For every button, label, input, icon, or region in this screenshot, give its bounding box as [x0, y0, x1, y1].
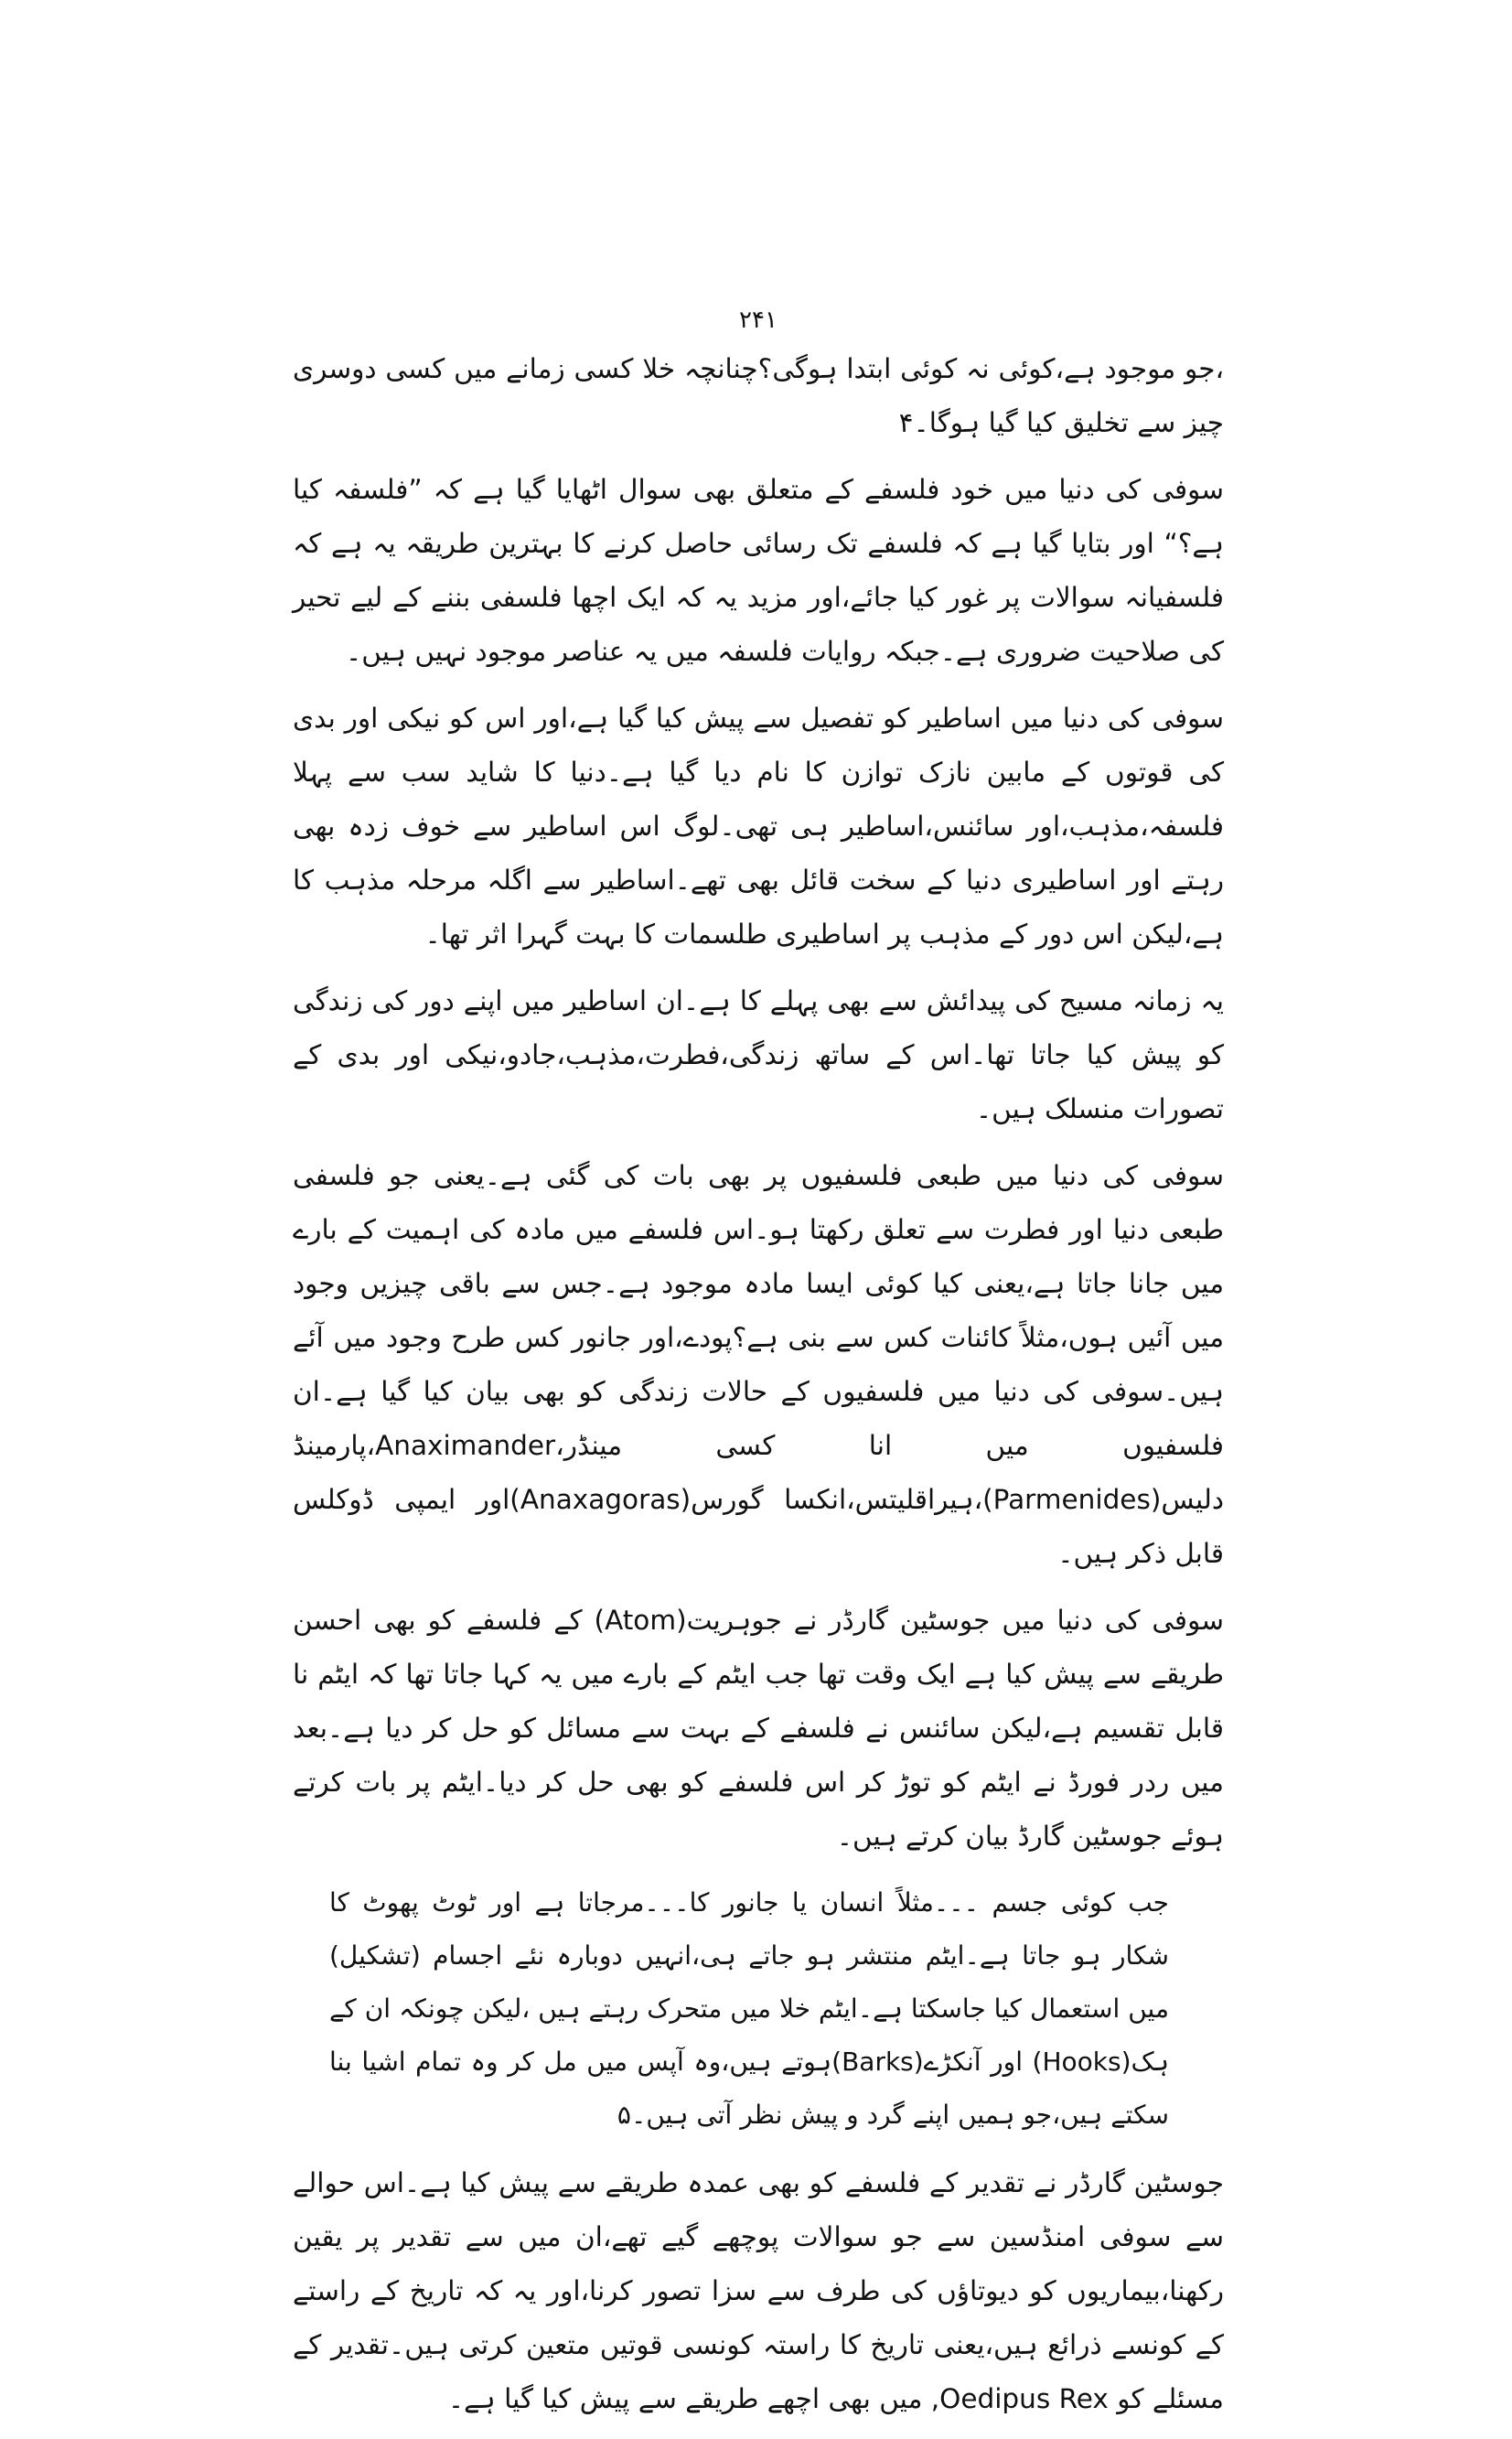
paragraph-6: سوفی کی دنیا میں جوسٹین گارڈر نے جوہریت(Atom) کے فلسفے کو بھی احسن طریقے سے پیش کیا ہے ایک وقت تھا جب ایٹم کے بارے میں یہ کہا جاتا تھا کہ ایٹم نا قابل تقسیم ہے،لیکن سائنس نے فلسفے کے بہت سے مسائل کو حل کر دیا ہے۔بعد میں ردر فورڈ نے ایٹم کو توڑ کر اس فلسفے کو بھی حل کر دیا۔ایٹم پر بات کرتے ہوئے جوسٹین گارڈ بیان کرتے ہیں۔: [293, 1605, 1224, 1852]
paragraph-2: سوفی کی دنیا میں خود فلسفے کے متعلق بھی سوال اٹھایا گیا ہے کہ ”فلسفہ کیا ہے؟“ اور بتایا گیا ہے کہ فلسفے تک رسائی حاصل کرنے کا بہترین طریقہ یہ ہے کہ فلسفیانہ سوالات پر غور کیا جائے،اور مزید یہ کہ ایک اچھا فلسفی بننے کے لیے تحیر کی صلاحیت ضروری ہے۔جبکہ روایات فلسفہ میں یہ عناصر موجود نہیں ہیں۔: [293, 474, 1224, 667]
paragraph-3: سوفی کی دنیا میں اساطیر کو تفصیل سے پیش کیا گیا ہے،اور اس کو نیکی اور بدی کی قوتوں کے مابین نازک توازن کا نام دیا گیا ہے۔دنیا کا شاید سب سے پہلا فلسفہ،مذہب،اور سائنس،اساطیر ہی تھی۔لوگ اس اساطیر سے خوف زدہ بھی رہتے اور اساطیری دنیا کے سخت قائل بھی تھے۔اساطیر سے اگلہ مرحلہ مذہب کا ہے،لیکن اس دور کے مذہب پر اساطیری طلسمات کا بہت گہرا اثر تھا۔: [293, 703, 1224, 950]
closing-paragraph: جوسٹین گارڈر نے تقدیر کے فلسفے کو بھی عمدہ طریقے سے پیش کیا ہے۔اس حوالے سے سوفی امنڈسین سے جو سوالات پوچھے گیے تھے،ان میں سے تقدیر پر یقین رکھنا،بیماریوں کو دیوتاؤں کی طرف سے سزا تصور کرنا،اور یہ کہ تاریخ کے راستے کے کونسے ذرائع ہیں،یعنی تاریخ کا راستہ کونسی قوتیں متعین کرتی ہیں۔تقدیر کے مسئلے کو Oedipus Rex, میں بھی اچھے طریقے سے پیش کیا گیا ہے۔: [293, 2167, 1224, 2414]
document-page: [293, 302, 1224, 2439]
block-quote: [329, 1876, 1169, 2142]
paragraph-4: یہ زمانہ مسیح کی پیدائش سے بھی پہلے کا ہے۔ان اساطیر میں اپنے دور کی زندگی کو پیش کیا جاتا تھا۔اس کے ساتھ زندگی،فطرت،مذہب،جادو،نیکی اور بدی کے تصورات منسلک ہیں۔: [293, 985, 1224, 1124]
paragraph-5: سوفی کی دنیا میں طبعی فلسفیوں پر بھی بات کی گئی ہے۔یعنی جو فلسفی طبعی دنیا اور فطرت سے تعلق رکھتا ہو۔اس فلسفے میں مادہ کی اہمیت کے بارے میں جانا جاتا ہے،یعنی کیا کوئی ایسا مادہ موجود ہے۔جس سے باقی چیزیں وجود میں آئیں ہوں،مثلاً کائنات کس سے بنی ہے؟پودے،اور جانور کس طرح وجود میں آئے ہیں۔سوفی کی دنیا میں فلسفیوں کے حالات زندگی کو بھی بیان کیا گیا ہے۔ان فلسفیوں میں انا کسی مینڈر،Anaximander،پارمینڈ دلیس(Parmenides)،ہیراقلیتس،انکسا گورس(Anaxagoras)اور ایمپی ڈوکلس قابل ذکر ہیں۔: [293, 1160, 1224, 1569]
quote-text: جب کوئی جسم ۔۔۔مثلاً انسان یا جانور کا۔۔۔مرجاتا ہے اور ٹوٹ پھوٹ کا شکار ہو جاتا ہے۔ایٹم منتشر ہو جاتے ہی،انہیں دوبارہ نئے اجسام (تشکیل) میں استعمال کیا جاسکتا ہے۔ایٹم خلا میں متحرک رہتے ہیں ،لیکن چونکہ ان کے ہک(Hooks) اور آنکڑے(Barks)ہوتے ہیں،وہ آپس میں مل کر وہ تمام اشیا بنا سکتے ہیں،جو ہمیں اپنے گرد و پیش نظر آتی ہیں۔۵: [329, 1887, 1169, 2130]
page-number: ۲۴۱: [739, 306, 777, 334]
paragraph-1: ،جو موجود ہے،کوئی نہ کوئی ابتدا ہوگی؟چنانچہ خلا کسی زمانے میں کسی دوسری چیز سے تخلیق کیا گیا ہوگا۔۴: [293, 353, 1224, 438]
